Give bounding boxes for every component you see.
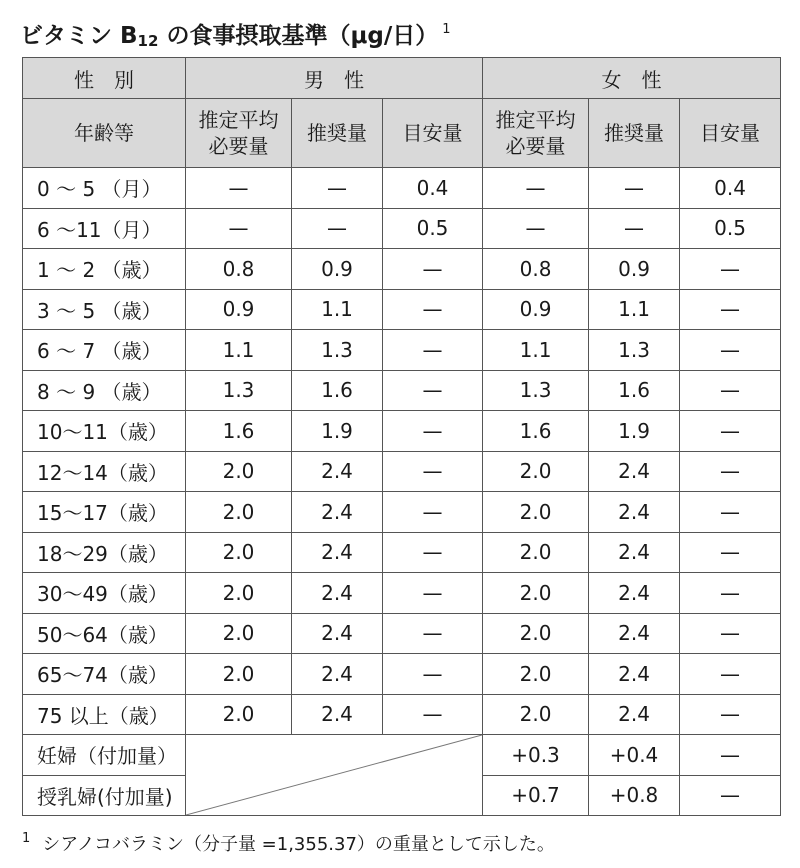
age-cell: 1 〜 2 （歳）: [23, 249, 186, 290]
female-ai-cell: —: [680, 735, 781, 776]
table-row: [23, 613, 781, 654]
male-ear-cell: 0.8: [186, 249, 292, 290]
diagonal-line: [186, 735, 482, 815]
female-ear-cell: 2.0: [483, 694, 589, 735]
female-ai-cell: —: [680, 654, 781, 695]
female-ai-cell: —: [680, 532, 781, 573]
sex-header: 性 別: [23, 58, 186, 99]
female-ear-cell: 1.6: [483, 411, 589, 452]
male-rda-cell: 2.4: [292, 654, 383, 695]
female-ear-cell: 2.0: [483, 532, 589, 573]
intake-standards-table: [22, 57, 781, 816]
male-ear-cell: 2.0: [186, 492, 292, 533]
female-ear-cell: +0.7: [483, 775, 589, 816]
age-cell: 8 〜 9 （歳）: [23, 370, 186, 411]
female-ai-cell: —: [680, 330, 781, 371]
table-row: [23, 411, 781, 452]
table-row: [23, 289, 781, 330]
female-rda-cell: 1.9: [589, 411, 680, 452]
male-ai-cell: —: [383, 411, 483, 452]
female-rda-cell: 2.4: [589, 492, 680, 533]
male-ai-cell: —: [383, 330, 483, 371]
female-ear-cell: 2.0: [483, 573, 589, 614]
male-ai-cell: —: [383, 249, 483, 290]
male-rda-cell: 1.1: [292, 289, 383, 330]
age-cell: 0 〜 5 （月）: [23, 168, 186, 209]
male-ear-cell: 2.0: [186, 613, 292, 654]
female-rda-cell: —: [589, 208, 680, 249]
footnote: [22, 830, 555, 856]
female-ai-cell: —: [680, 370, 781, 411]
female-ai-cell: 0.5: [680, 208, 781, 249]
male-ear-cell: 2.0: [186, 532, 292, 573]
header-row-sex: [23, 58, 781, 99]
male-rda-cell: 2.4: [292, 532, 383, 573]
age-header: 年齢等: [23, 99, 186, 168]
male-ear-line1: 推定平均: [198, 108, 279, 132]
female-rda-cell: 1.6: [589, 370, 680, 411]
female-ear-cell: 2.0: [483, 492, 589, 533]
table-row: [23, 249, 781, 290]
female-ear-cell: 2.0: [483, 654, 589, 695]
male-ai-cell: —: [383, 532, 483, 573]
male-ear-cell: 2.0: [186, 654, 292, 695]
female-rda-cell: 2.4: [589, 613, 680, 654]
male-ear-cell: —: [186, 168, 292, 209]
male-rda-cell: 1.9: [292, 411, 383, 452]
male-ai-header: 目安量: [383, 99, 483, 168]
female-ai-cell: —: [680, 573, 781, 614]
table-row: [23, 532, 781, 573]
female-ear-cell: —: [483, 168, 589, 209]
female-rda-cell: 1.1: [589, 289, 680, 330]
female-ear-cell: 2.0: [483, 451, 589, 492]
female-ear-cell: 1.1: [483, 330, 589, 371]
footnote-mark: 1: [22, 831, 31, 846]
female-ai-cell: —: [680, 289, 781, 330]
table-row: [23, 208, 781, 249]
male-ai-cell: 0.5: [383, 208, 483, 249]
female-rda-cell: —: [589, 168, 680, 209]
female-rda-cell: 1.3: [589, 330, 680, 371]
male-rda-cell: 2.4: [292, 694, 383, 735]
age-cell: 65〜74（歳）: [23, 654, 186, 695]
male-rda-cell: —: [292, 208, 383, 249]
table-row: [23, 370, 781, 411]
title-suffix: の食事摂取基準（μg/日）: [166, 23, 439, 49]
pregnant-label-cell: 妊婦（付加量）: [23, 735, 186, 776]
male-rda-cell: 2.4: [292, 613, 383, 654]
female-rda-cell: 2.4: [589, 532, 680, 573]
female-header: 女 性: [483, 58, 781, 99]
male-ear-cell: 2.0: [186, 694, 292, 735]
male-ear-line2: 必要量: [208, 134, 269, 158]
female-ai-cell: —: [680, 775, 781, 816]
female-rda-cell: 2.4: [589, 654, 680, 695]
female-ai-cell: —: [680, 451, 781, 492]
age-cell: 30〜49（歳）: [23, 573, 186, 614]
male-ai-cell: —: [383, 289, 483, 330]
table-row: [23, 492, 781, 533]
table-row: [23, 330, 781, 371]
male-ear-cell: 2.0: [186, 451, 292, 492]
female-rda-header: 推奨量: [589, 99, 680, 168]
male-rda-cell: 1.6: [292, 370, 383, 411]
male-rda-cell: 2.4: [292, 451, 383, 492]
title-prefix: ビタミン B: [20, 23, 138, 49]
table-row-pregnant: [23, 735, 781, 776]
table-row: [23, 168, 781, 209]
male-ear-cell: 1.6: [186, 411, 292, 452]
female-ear-cell: —: [483, 208, 589, 249]
female-ear-line1: 推定平均: [495, 108, 576, 132]
age-cell: 6 〜11（月）: [23, 208, 186, 249]
age-cell: 50〜64（歳）: [23, 613, 186, 654]
footnote-text: シアノコバラミン（分子量 =1,355.37）の重量として示した。: [42, 834, 555, 855]
female-rda-cell: 2.4: [589, 694, 680, 735]
female-ear-header: [483, 99, 589, 168]
age-cell: 18〜29（歳）: [23, 532, 186, 573]
male-ai-cell: —: [383, 573, 483, 614]
male-rda-cell: 0.9: [292, 249, 383, 290]
female-ear-cell: +0.3: [483, 735, 589, 776]
female-rda-cell: 2.4: [589, 573, 680, 614]
header-row-columns: [23, 99, 781, 168]
age-cell: 15〜17（歳）: [23, 492, 186, 533]
female-ai-cell: —: [680, 492, 781, 533]
lactating-label-cell: 授乳婦(付加量): [23, 775, 186, 816]
male-rda-cell: 1.3: [292, 330, 383, 371]
female-ai-cell: —: [680, 411, 781, 452]
table-row: [23, 654, 781, 695]
male-ai-cell: —: [383, 654, 483, 695]
female-ear-cell: 2.0: [483, 613, 589, 654]
female-rda-cell: +0.4: [589, 735, 680, 776]
female-ear-line2: 必要量: [505, 134, 566, 158]
age-cell: 12〜14（歳）: [23, 451, 186, 492]
male-ai-cell: —: [383, 492, 483, 533]
page-title: [20, 10, 451, 50]
female-ai-cell: 0.4: [680, 168, 781, 209]
male-header: 男 性: [186, 58, 483, 99]
male-rda-cell: 2.4: [292, 492, 383, 533]
male-rda-header: 推奨量: [292, 99, 383, 168]
female-rda-cell: +0.8: [589, 775, 680, 816]
table-row: [23, 573, 781, 614]
male-ai-cell: —: [383, 370, 483, 411]
male-ai-cell: —: [383, 451, 483, 492]
age-cell: 6 〜 7 （歳）: [23, 330, 186, 371]
male-rda-cell: —: [292, 168, 383, 209]
female-ai-cell: —: [680, 613, 781, 654]
male-ear-cell: 2.0: [186, 573, 292, 614]
male-ai-cell: —: [383, 694, 483, 735]
title-footnote-mark: 1: [442, 22, 451, 37]
not-applicable-cell: [186, 735, 483, 816]
female-rda-cell: 0.9: [589, 249, 680, 290]
age-cell: 10〜11（歳）: [23, 411, 186, 452]
female-ai-cell: —: [680, 694, 781, 735]
female-ear-cell: 0.9: [483, 289, 589, 330]
female-ear-cell: 0.8: [483, 249, 589, 290]
female-ai-cell: —: [680, 249, 781, 290]
male-ear-cell: 1.1: [186, 330, 292, 371]
age-cell: 75 以上（歳）: [23, 694, 186, 735]
male-ai-cell: —: [383, 613, 483, 654]
male-rda-cell: 2.4: [292, 573, 383, 614]
male-ear-cell: —: [186, 208, 292, 249]
table-row: [23, 451, 781, 492]
male-ear-cell: 1.3: [186, 370, 292, 411]
male-ai-cell: 0.4: [383, 168, 483, 209]
female-rda-cell: 2.4: [589, 451, 680, 492]
table-row: [23, 694, 781, 735]
female-ai-header: 目安量: [680, 99, 781, 168]
male-ear-header: [186, 99, 292, 168]
female-ear-cell: 1.3: [483, 370, 589, 411]
title-subscript: 12: [137, 32, 159, 50]
male-ear-cell: 0.9: [186, 289, 292, 330]
age-cell: 3 〜 5 （歳）: [23, 289, 186, 330]
